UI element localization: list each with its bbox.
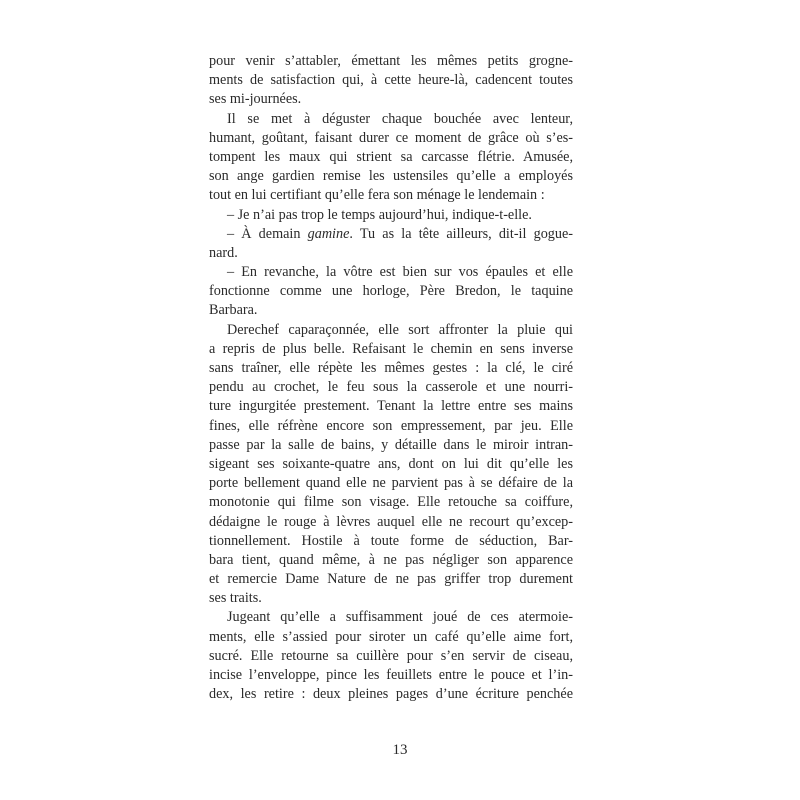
text-line: sans traîner, elle répète les mêmes gestes : la clé, le ciré <box>209 360 573 376</box>
text-line: ments de satisfaction qui, à cette heure-là, cadencent toutes <box>209 72 573 89</box>
text-line: dédaigne le rouge à lèvres auquel elle ne recourt qu’excep- <box>209 513 573 530</box>
text-line: dex, les retire : deux pleines pages d’une écriture penchée <box>209 686 573 703</box>
text-line: son ange gardien remise les ustensiles qu’elle a employés <box>209 168 573 185</box>
text-line: Il se met à déguster chaque bouchée avec lenteur, <box>227 110 573 127</box>
text-line: tompent les maux qui strient sa carcasse flétrie. Amusée, <box>209 148 573 165</box>
text-line: ses traits. <box>209 590 262 607</box>
text-line: bara tient, quand même, à ne pas négliger son apparence <box>209 551 573 568</box>
text-line: Jugeant qu’elle a suffisamment joué de ces atermoie- <box>227 609 573 626</box>
text-line: pour venir s’attabler, émettant les mêmes petits grogne- <box>209 53 573 69</box>
text-line: humant, goûtant, faisant durer ce moment de grâce où s’es- <box>209 129 573 146</box>
text-line: et remercie Dame Nature de ne pas griffer trop durement <box>209 571 573 588</box>
text-line: fonctionne comme une horloge, Père Bredon, le taquine <box>209 283 573 300</box>
text-line: Barbara. <box>209 302 258 319</box>
text-line: – À demain gamine. Tu as la tête ailleurs, dit-il gogue- <box>227 225 573 242</box>
text-line: fines, elle réfrène encore son empressement, par jeu. Elle <box>209 417 573 434</box>
text-line: – En revanche, la vôtre est bien sur vos épaules et elle <box>227 264 573 281</box>
text-line: ses mi-journées. <box>209 91 302 108</box>
text-line: incise l’enveloppe, pince les feuillets entre le pouce et l’in- <box>209 667 573 683</box>
text-line: nard. <box>209 244 238 261</box>
text-line: – Je n’ai pas trop le temps aujourd’hui, indique-t-elle. <box>227 206 532 223</box>
text-line: tout en lui certifiant qu’elle fera son ménage le lendemain : <box>209 187 545 204</box>
text-line: porte bellement quand elle ne parvient pas à se défaire de la <box>209 475 573 492</box>
text-line: tionnellement. Hostile à toute forme de séduction, Bar- <box>209 532 573 549</box>
text-line: sigeant ses soixante-quatre ans, dont on lui dit qu’elle les <box>209 455 573 472</box>
text-line: ture ingurgitée prestement. Tenant la lettre entre ses mains <box>209 398 573 415</box>
page-number: 13 <box>392 742 408 758</box>
text-line: Derechef caparaçonnée, elle sort affronter la pluie qui <box>227 321 573 338</box>
text-line: ments, elle s’assied pour siroter un café qu’elle aime fort, <box>209 628 573 645</box>
text-line: sucré. Elle retourne sa cuillère pour s’en servir de ciseau, <box>209 647 573 664</box>
text-line: passe par la salle de bains, y détaille dans le miroir intran- <box>209 436 573 453</box>
text-line: pendu au crochet, le feu sous la casserole et une nourri- <box>209 379 573 396</box>
text-line: a repris de plus belle. Refaisant le chemin en sens inverse <box>209 340 573 357</box>
body-text <box>209 52 573 704</box>
italic-word: gamine <box>307 225 350 242</box>
text-line: monotonie qui filme son visage. Elle retouche sa coiffure, <box>209 494 573 511</box>
